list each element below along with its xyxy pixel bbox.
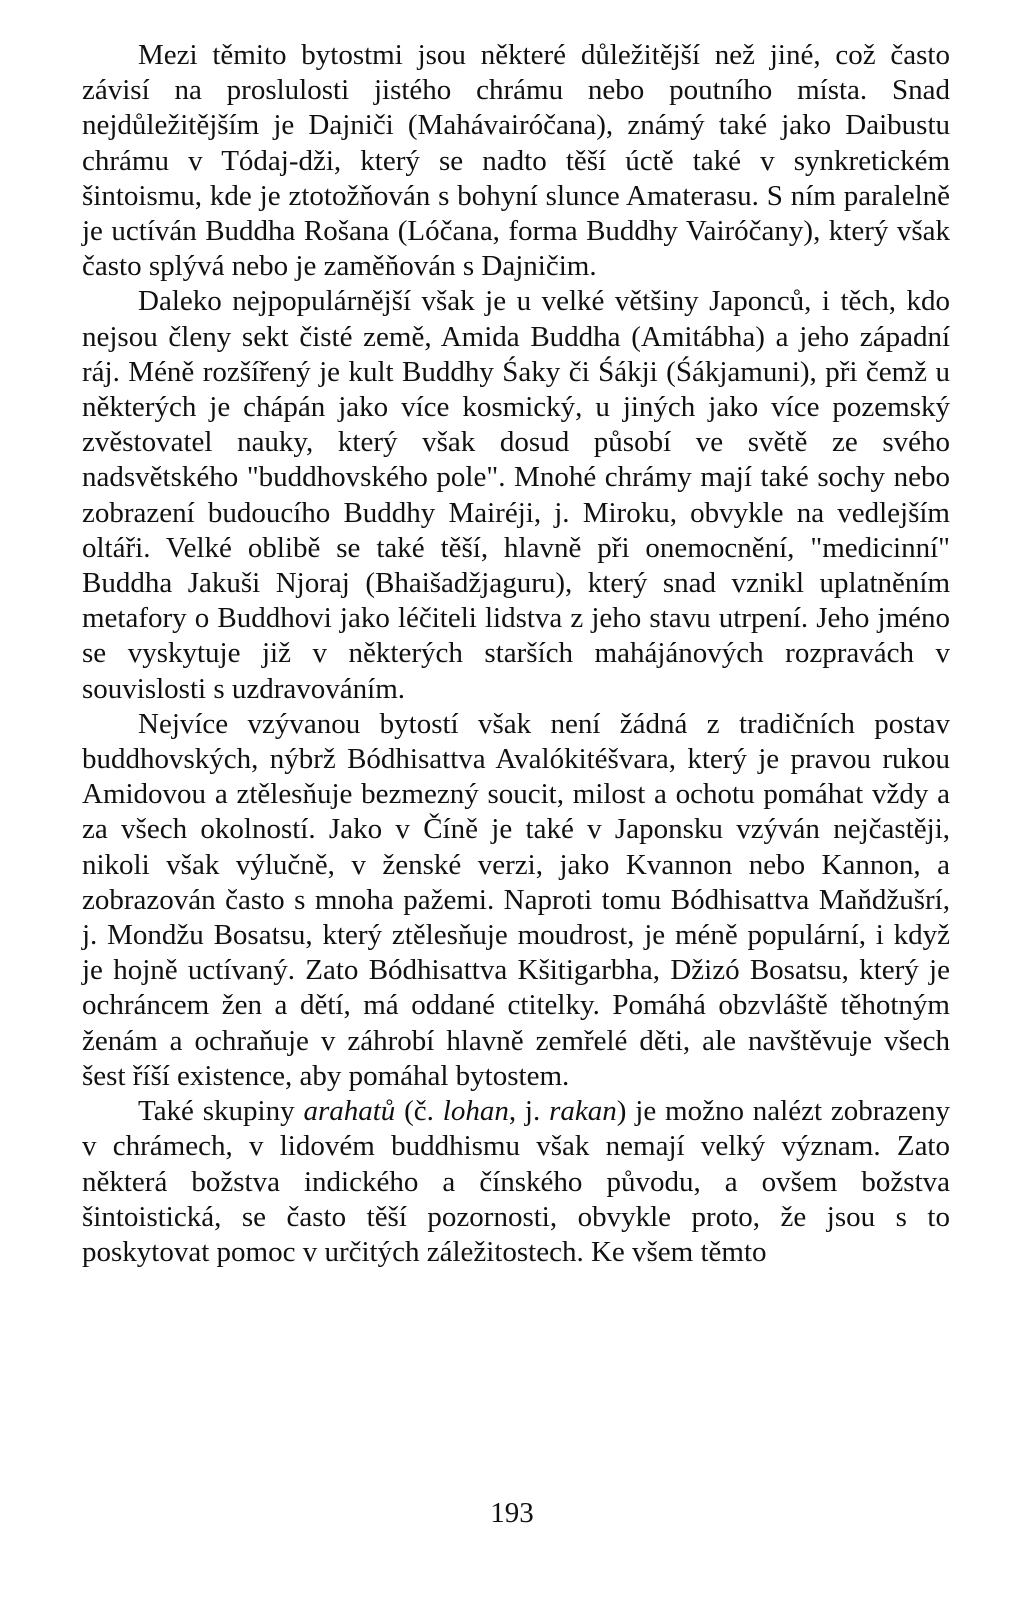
page-number: 193 bbox=[490, 1497, 534, 1529]
paragraph-4 bbox=[82, 1094, 950, 1270]
term-arahatu: arahatů bbox=[303, 1095, 396, 1128]
term-lohan: lohan bbox=[442, 1095, 509, 1128]
paragraph-4-text-c: , j. bbox=[508, 1095, 550, 1128]
paragraph-3 bbox=[82, 707, 950, 1094]
paragraph-2-text: Daleko nejpopulárnější však je u velké většiny Japonců, i těch, kdo nejsou členy sekt čisté země, Amida Buddha (Amitábha) a jeho západní ráj. Méně rozšířený je kult Buddhy Śaky či Śákji (Śákjamuni), při čemž u některých je chápán jako více kosmický, u jiných jako více pozemský zvěstovatel nauky, který však dosud působí ve světě ze svého nadsvětského "buddhovského pole". Mnohé chrámy mají také sochy nebo zobrazení budoucího Buddhy Mairéji, j. Miroku, obvykle na vedlejším oltáři. Velké oblibě se také těší, hlavně při onemocnění, "medicinní" Buddha Jakuši Njoraj (Bhaišadžjaguru), který snad vznikl uplatněním metafory o Buddhovi jako léčiteli lidstva z jeho stavu utrpení. Jeho jméno se vyskytuje již v některých starších mahájánových rozpravách v souvislosti s uzdravováním. bbox=[82, 285, 950, 705]
paragraph-4-text-a: Také skupiny bbox=[138, 1095, 304, 1128]
paragraph-1 bbox=[82, 38, 950, 284]
paragraph-1-text: Mezi těmito bytostmi jsou některé důležitější než jiné, což často závisí na proslulosti jistého chrámu nebo poutního místa. Snad nejdůležitějším je Dajniči (Mahávairóčana), známý také jako Daibustu chrámu v Tódaj-dži, který se nadto těší úctě také v synkretickém šintoismu, kde je ztotožňován s bohyní slunce Amaterasu. S ním paralelně je uctíván Buddha Rošana (Lóčana, forma Buddhy Vairóčany), který však často splývá nebo je zaměňován s Dajničim. bbox=[82, 39, 950, 283]
paragraph-4-text-b: (č. bbox=[395, 1095, 443, 1128]
page-body bbox=[82, 38, 950, 1270]
paragraph-4-text-d: ) je možno nalézt zobrazeny v chrámech, v lidovém buddhismu však nemají velký význam. Zato některá božstva indického a čínského původu, a ovšem božstva šintoistická, se často těší pozornosti, obvykle proto, že jsou s to poskytovat pomoc v určitých záležitostech. Ke všem těmto bbox=[82, 1095, 951, 1268]
paragraph-2 bbox=[82, 284, 950, 706]
paragraph-3-text: Nejvíce vzývanou bytostí však není žádná z tradičních postav buddhovských, nýbrž Bódhisattva Avalókitéšvara, který je pravou rukou Amidovou a ztělesňuje bezmezný soucit, milost a ochotu pomáhat vždy a za všech okolností. Jako v Číně je také v Japonsku vzýván nejčastěji, nikoli však výlučně, v ženské verzi, jako Kvannon nebo Kannon, a zobrazován často s mnoha pažemi. Naproti tomu Bódhisattva Maňdžušrí, j. Mondžu Bosatsu, který ztělesňuje moudrost, je méně populární, i když je hojně uctívaný. Zato Bódhisattva Kšitigarbha, Džizó Bosatsu, který je ochráncem žen a dětí, má oddané ctitelky. Pomáhá obzvláště těhotným ženám a ochraňuje v záhrobí hlavně zemřelé děti, ale navštěvuje všech šest říší existence, aby pomáhal bytostem. bbox=[82, 707, 950, 1092]
term-rakan: rakan bbox=[549, 1095, 617, 1128]
